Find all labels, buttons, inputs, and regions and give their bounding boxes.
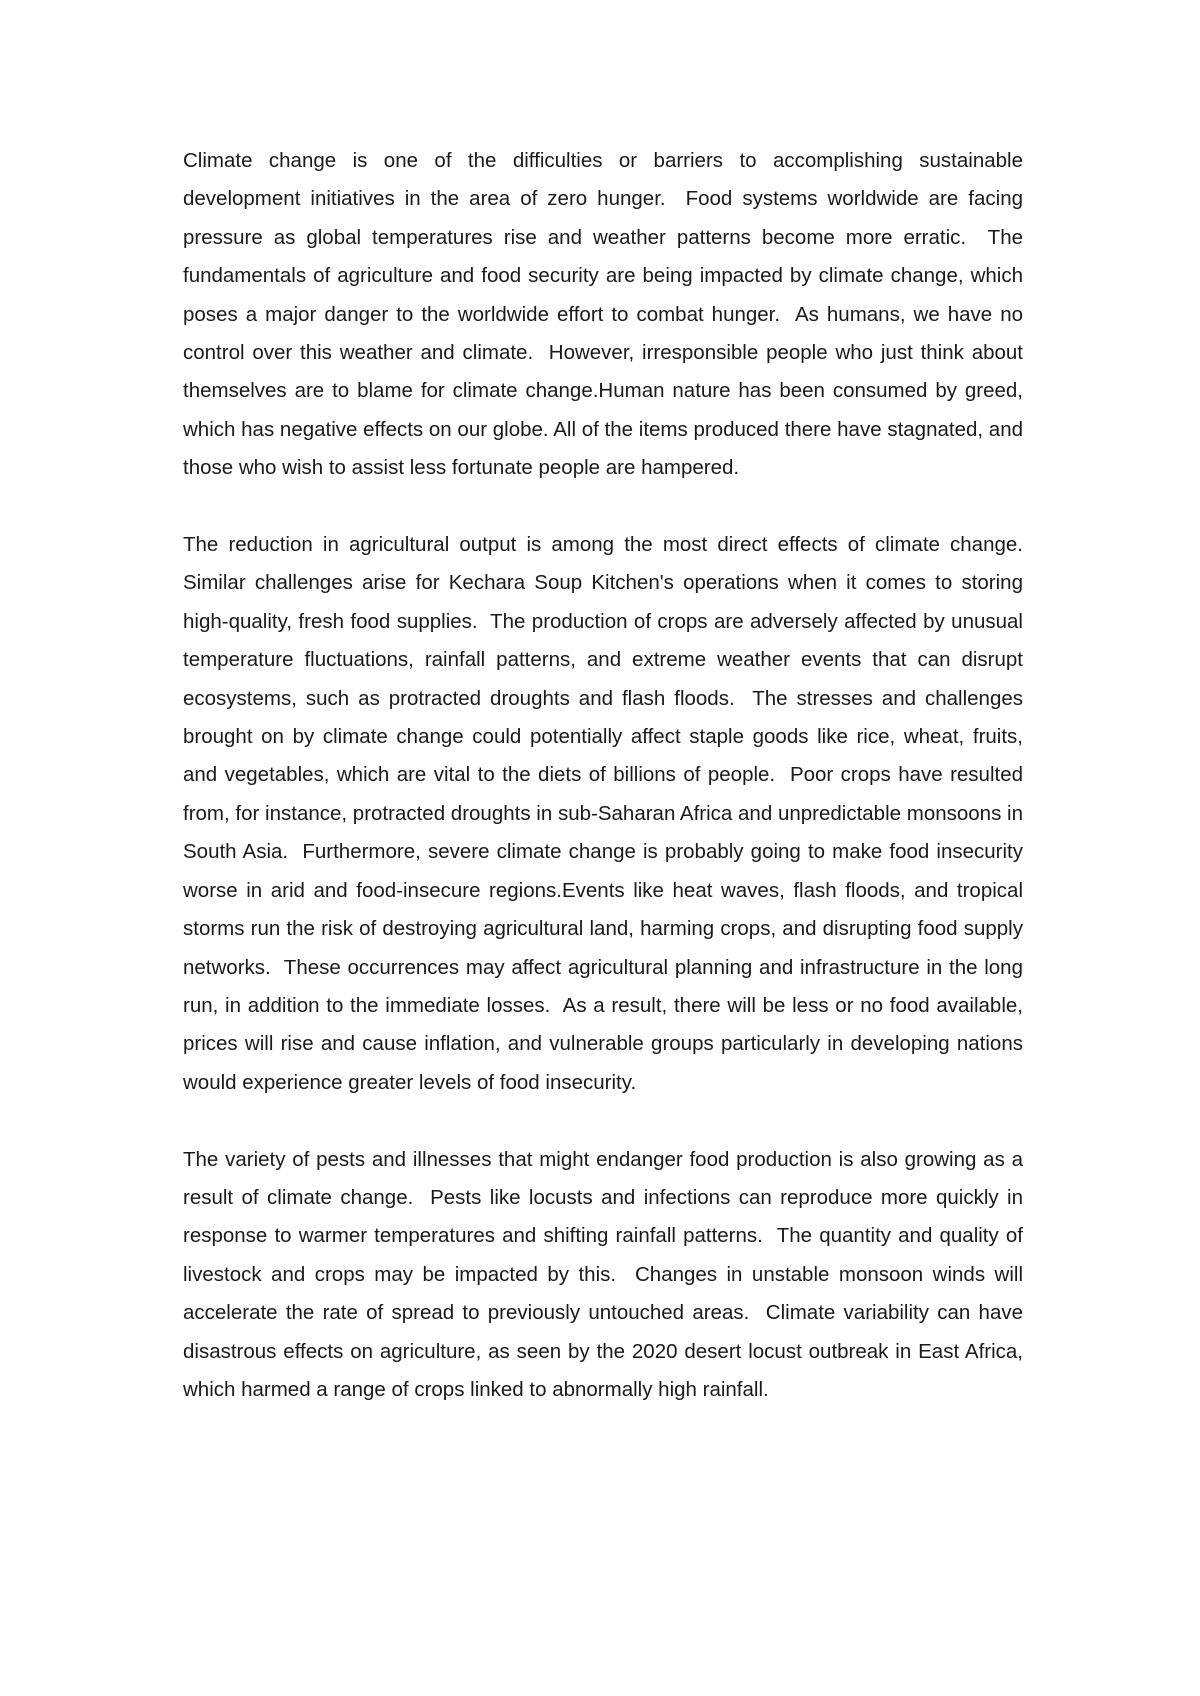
- paragraph-climate-change-barrier: Climate change is one of the difficulties or barriers to accomplishing sustainable development initiatives in the area of zero hunger. Food systems worldwide are facing pressure as global temperatures rise and weather patterns become more erratic. The fundamentals of agriculture and food security are being impacted by climate change, which poses a major danger to the worldwide effort to combat hunger. As humans, we have no control over this weather and climate. However, irresponsible people who just think about themselves are to blame for climate change.Human nature has been consumed by greed, which has negative effects on our globe. All of the items produced there have stagnated, and those who wish to assist less fortunate people are hampered.: [183, 149, 1029, 480]
- document-body: [183, 142, 1035, 1409]
- paragraph-agricultural-output: The reduction in agricultural output is among the most direct effects of climate change. Similar challenges arise for Kechara Soup Kitchen's operations when it comes to storing high-quality, fresh food supplies. The production of crops are adversely affected by unusual temperature fluctuations, rainfall patterns, and extreme weather events that can disrupt ecosystems, such as protracted droughts and flash floods. The stresses and challenges brought on by climate change could potentially affect staple goods like rice, wheat, fruits, and vegetables, which are vital to the diets of billions of people. Poor crops have resulted from, for instance, protracted droughts in sub-Saharan Africa and unpredictable monsoons in South Asia. Furthermore, severe climate change is probably going to make food insecurity worse in arid and food-insecure regions.Events like heat waves, flash floods, and tropical storms run the risk of destroying agricultural land, harming crops, and disrupting food supply networks. These occurrences may affect agricultural planning and infrastructure in the long run, in addition to the immediate losses. As a result, there will be less or no food available, prices will rise and cause inflation, and vulnerable groups particularly in developing nations would experience greater levels of food insecurity.: [183, 533, 1035, 1094]
- paragraph-pests-and-illnesses: The variety of pests and illnesses that might endanger food production is also growing as a result of climate change. Pests like locusts and infections can reproduce more quickly in response to warmer temperatures and shifting rainfall patterns. The quantity and quality of livestock and crops may be impacted by this. Changes in unstable monsoon winds will accelerate the rate of spread to previously untouched areas. Climate variability can have disastrous effects on agriculture, as seen by the 2020 desert locust outbreak in East Africa, which harmed a range of crops linked to abnormally high rainfall.: [183, 1147, 1029, 1401]
